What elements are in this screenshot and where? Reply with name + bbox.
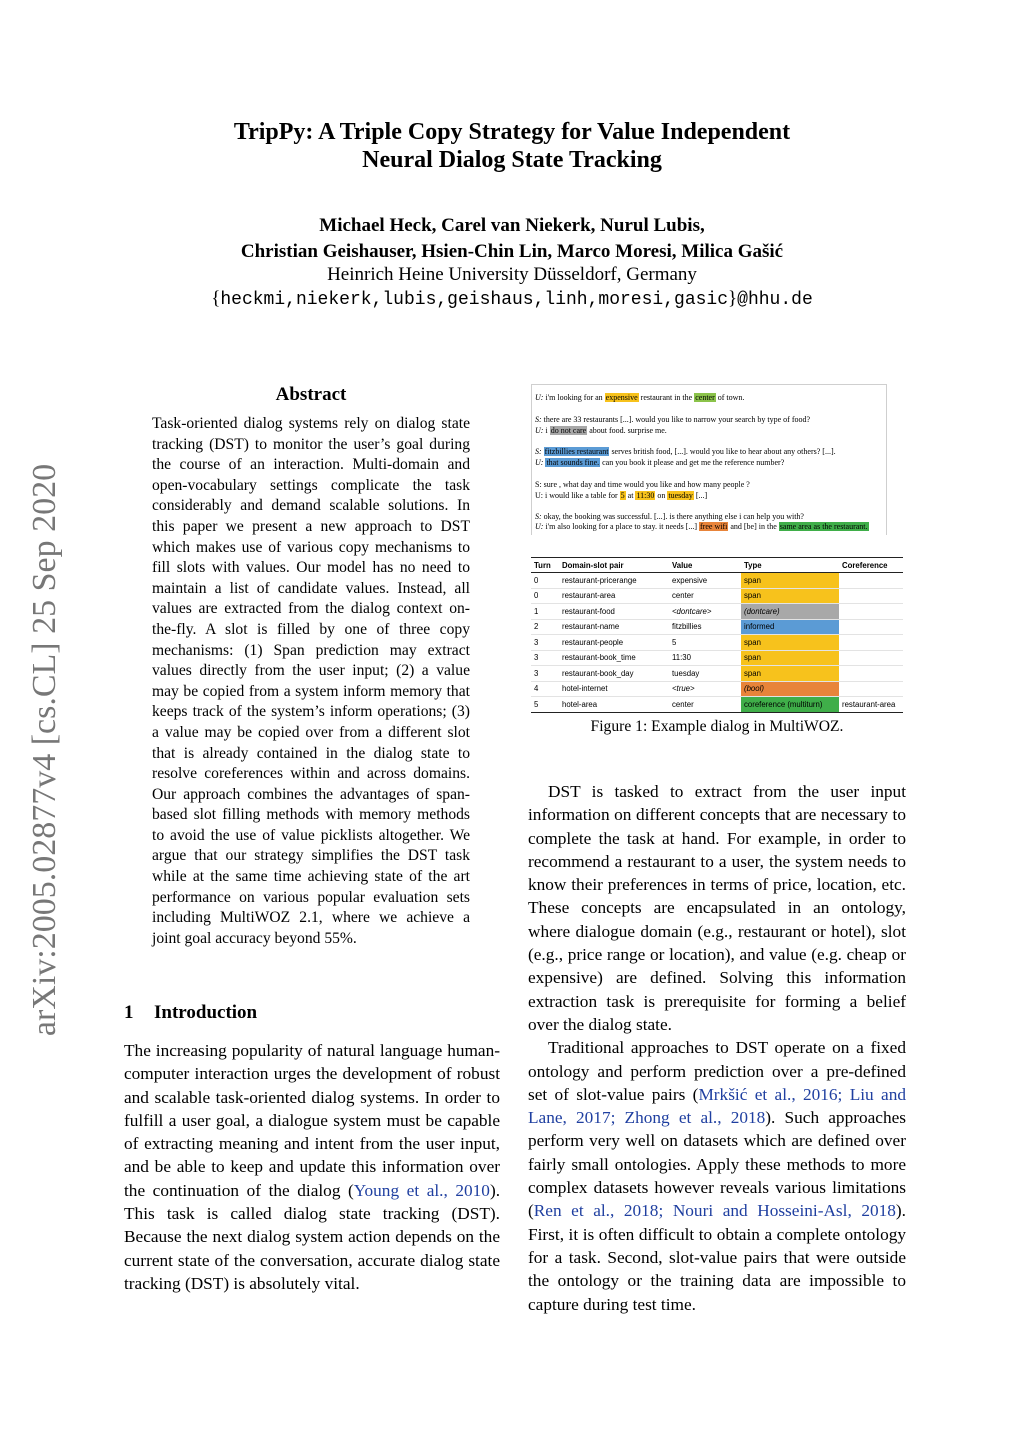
- cell-coreference: [839, 681, 903, 697]
- speaker-label: U:: [535, 426, 544, 435]
- cell-value: center: [669, 588, 741, 604]
- speaker-label: U:: [535, 458, 544, 467]
- header-coreference: Coreference: [839, 558, 903, 573]
- dialog-text: at: [627, 491, 634, 500]
- dialog-text: i'm also looking for a place to stay. it needs [...]: [545, 522, 698, 531]
- highlight-span: tuesday: [668, 491, 693, 500]
- title-line-1: TripPy: A Triple Copy Strategy for Value Independent: [233, 119, 791, 145]
- cell-turn: 5: [531, 697, 559, 713]
- cell-value: 11:30: [669, 650, 741, 666]
- dialog-text: on: [657, 491, 666, 500]
- table-row: [531, 697, 903, 713]
- text-run: ). First, it is often difficult to obtain a complete ontology for a task. Second, slot-value pairs that were outside the ontology or the training data are impossible to capture during test time.: [528, 1201, 906, 1314]
- cell-type: informed: [741, 619, 839, 635]
- authors-line-2: Christian Geishauser, Hsien-Chin Lin, Marco Moresi, Milica Gašić: [240, 241, 784, 262]
- dialog-text: S: sure , what day and time would you like and how many people ?: [535, 480, 750, 489]
- table-header-row: [531, 558, 903, 573]
- author-list: [0, 213, 1024, 265]
- dialog-text: about food. surprise me.: [589, 426, 667, 435]
- dialog-text: serves british food, [...]. would you like to hear about any others? [...].: [611, 447, 836, 456]
- cell-slot: hotel-area: [559, 697, 669, 713]
- table-row: [531, 573, 903, 589]
- cell-turn: 3: [531, 635, 559, 651]
- dialog-text: there are 33 restaurants [...]. would you like to narrow your search by type of food?: [543, 415, 811, 424]
- cell-value: <dontcare>: [669, 604, 741, 620]
- cell-coreference: [839, 588, 903, 604]
- dialog-text: U: i would like a table for: [535, 491, 618, 500]
- speaker-label: S:: [535, 447, 542, 456]
- highlight-coreference: same area as the restaurant.: [779, 522, 868, 531]
- dialog-line: [535, 415, 810, 426]
- abstract-text: Task-oriented dialog systems rely on dialog state tracking (DST) to monitor the user’s goal during the course of an interaction. Multi-domain and open-vocabulary settings complicate the task considerably and demand scalable solutions. In this paper we present a new approach to DST which makes use of various copy mechanisms to fill slots with values. Our model has no need to maintain a list of candidate values. Instead, all values are extracted from the dialog context on-the-fly. A slot is filled by one of three copy mechanisms: (1) Span prediction may extract values directly from the user input; (2) a value may be copied from a system inform memory that keeps track of the system’s inform operations; (3) a value may be copied over from a different slot that is already contained in the dialog state to resolve coreferences within and across domains. Our approach combines the advantages of span-based slot filling methods with memory methods to avoid the use of value picklists altogether. We argue that our strategy simplifies the DST task while at the same time achieving state of the art performance on various popular evaluation sets including MultiWOZ 2.1, where we achieve a joint goal accuracy beyond 55%.: [152, 415, 470, 947]
- cell-value: tuesday: [669, 666, 741, 682]
- cell-turn: 0: [531, 588, 559, 604]
- cell-type: span: [741, 573, 839, 589]
- author-emails: {heckmi,niekerk,lubis,geishaus,linh,moresi,gasic}@hhu.de: [211, 288, 813, 310]
- cell-slot: restaurant-area: [559, 588, 669, 604]
- cell-turn: 4: [531, 681, 559, 697]
- dialog-line: [535, 522, 869, 533]
- cell-coreference: [839, 650, 903, 666]
- dialog-line: [535, 393, 744, 404]
- text-run: The increasing popularity of natural language human-computer interaction urges the development of robust and scalable task-oriented dialog systems. In order to fulfill a user goal, a dialogue system must be capable of extracting meaning and intent from the user input, and be able to keep and update this information over the continuation of the dialog (: [124, 1041, 500, 1200]
- figure-caption: Figure 1: Example dialog in MultiWOZ.: [590, 718, 844, 735]
- dialog-line: [535, 426, 667, 437]
- highlight-span: expensive: [605, 393, 638, 402]
- cell-value: fitzbillies: [669, 619, 741, 635]
- cell-value: expensive: [669, 573, 741, 589]
- header-slot: Domain-slot pair: [559, 558, 669, 573]
- highlight-informed: fitzbillies restaurant: [544, 447, 609, 456]
- table-row: [531, 650, 903, 666]
- email-domain: @hhu.de: [737, 290, 813, 310]
- cell-type: (bool): [741, 681, 839, 697]
- cell-type: span: [741, 666, 839, 682]
- dialog-text: can you book it please and get me the reference number?: [602, 458, 785, 467]
- cell-value: 5: [669, 635, 741, 651]
- dialog-text: [...]: [695, 491, 708, 500]
- section-heading-introduction: [124, 1002, 257, 1024]
- dialog-text: okay, the booking was successful. [...]. is there anything else i can help you with?: [543, 512, 804, 521]
- cell-slot: restaurant-name: [559, 619, 669, 635]
- highlight-span: 11:30: [636, 491, 655, 500]
- affiliation: Heinrich Heine University Düsseldorf, Germany: [327, 264, 697, 285]
- table-row: [531, 588, 903, 604]
- cell-slot: restaurant-pricerange: [559, 573, 669, 589]
- citation-link[interactable]: Ren et al., 2018; Nouri and Hosseini-Asl, 2018: [533, 1201, 896, 1221]
- table-row: [531, 635, 903, 651]
- cell-coreference: [839, 619, 903, 635]
- cell-value: center: [669, 697, 741, 713]
- cell-type: (dontcare): [741, 604, 839, 620]
- arxiv-identifier: arXiv:2005.02877v4 [cs.CL] 25 Sep 2020: [26, 463, 63, 1037]
- text-run: Traditional approaches to DST operate on a fixed ontology and perform prediction over a pre-defined set of slot-value pairs (: [528, 1038, 906, 1104]
- table-row: [531, 619, 903, 635]
- authors-line-1: Michael Heck, Carel van Niekerk, Nurul Lubis,: [319, 215, 705, 236]
- cell-turn: 1: [531, 604, 559, 620]
- speaker-label: S:: [535, 415, 542, 424]
- paragraph: [528, 1036, 906, 1316]
- highlight-dontcare: do not care: [550, 426, 587, 435]
- dialog-line: [535, 447, 836, 458]
- cell-slot: restaurant-book_day: [559, 666, 669, 682]
- speaker-label: S:: [535, 512, 542, 521]
- right-column-text: [528, 780, 906, 1316]
- cell-slot: restaurant-people: [559, 635, 669, 651]
- cell-slot: restaurant-book_time: [559, 650, 669, 666]
- cell-coreference: [839, 604, 903, 620]
- cell-slot: restaurant-food: [559, 604, 669, 620]
- paper-title: [0, 118, 1024, 174]
- cell-coreference: restaurant-area: [839, 697, 903, 713]
- dialog-line: [535, 512, 804, 523]
- header-value: Value: [669, 558, 741, 573]
- cell-slot: hotel-internet: [559, 681, 669, 697]
- dialog-line: [535, 480, 750, 491]
- cell-value: <true>: [669, 681, 741, 697]
- cell-type: coreference (multiturn): [741, 697, 839, 713]
- section-number: 1: [124, 1002, 134, 1023]
- cell-coreference: [839, 666, 903, 682]
- header-turn: Turn: [531, 558, 559, 573]
- section-title: Introduction: [154, 1002, 258, 1023]
- email-list: heckmi,niekerk,lubis,geishaus,linh,moresi,gasic: [220, 290, 729, 310]
- figure-dialog-box: [531, 384, 887, 535]
- citation-link[interactable]: Mrkšić et al., 2016; Liu and Lane, 2017; Zhong et al., 2018: [528, 1084, 906, 1128]
- paragraph: DST is tasked to extract from the user input information on different concepts that are necessary to complete the task at hand. For example, in order to recommend a restaurant to a user, the system needs to know their preferences in terms of price, location, etc. These concepts are encapsulated in an ontology, where dialogue domain (e.g., restaurant or hotel), slot (e.g., price range or location), and value (e.g. cheap or expensive) are defined. Solving this information extraction task is prerequisite for forming a belief over the dialog state.: [528, 782, 906, 1034]
- abstract-heading: Abstract: [275, 384, 347, 405]
- text-run: ). Such approaches perform very well on datasets which are defined over fairly small ontologies. Apply these methods to more complex datasets however reveals various limitations (: [528, 1108, 906, 1221]
- cell-type: span: [741, 650, 839, 666]
- dialog-line: [535, 491, 707, 502]
- speaker-label: U:: [535, 522, 544, 531]
- cell-turn: 3: [531, 650, 559, 666]
- table-row: [531, 604, 903, 620]
- dialog-text: restaurant in the: [640, 393, 693, 402]
- text-run: ). This task is called dialog state tracking (DST). Because the next dialog system action depends on the current state of the conversation, accurate dialog state tracking (DST) is absolutely vital.: [124, 1180, 501, 1293]
- figure-state-table: [531, 557, 903, 713]
- cell-coreference: [839, 573, 903, 589]
- highlight-informed: that sounds fine.: [546, 458, 600, 467]
- table-row: [531, 666, 903, 682]
- cell-type: span: [741, 588, 839, 604]
- cell-turn: 3: [531, 666, 559, 682]
- dialog-line: [535, 458, 784, 469]
- header-type: Type: [741, 558, 839, 573]
- title-line-2: Neural Dialog State Tracking: [362, 147, 662, 173]
- dialog-text: of town.: [717, 393, 745, 402]
- introduction-paragraph: [124, 1039, 500, 1295]
- dialog-text: and [be] in the: [730, 522, 777, 531]
- dialog-text: i: [545, 426, 548, 435]
- table-row: [531, 681, 903, 697]
- highlight-span: center: [695, 393, 715, 402]
- speaker-label: U:: [535, 393, 544, 402]
- highlight-bool: free wifi: [700, 522, 728, 531]
- cell-turn: 2: [531, 619, 559, 635]
- highlight-span: 5: [620, 491, 625, 500]
- dialog-text: i'm looking for an: [545, 393, 603, 402]
- cell-type: span: [741, 635, 839, 651]
- cell-coreference: [839, 635, 903, 651]
- citation-link[interactable]: Young et al., 2010: [353, 1180, 490, 1200]
- cell-turn: 0: [531, 573, 559, 589]
